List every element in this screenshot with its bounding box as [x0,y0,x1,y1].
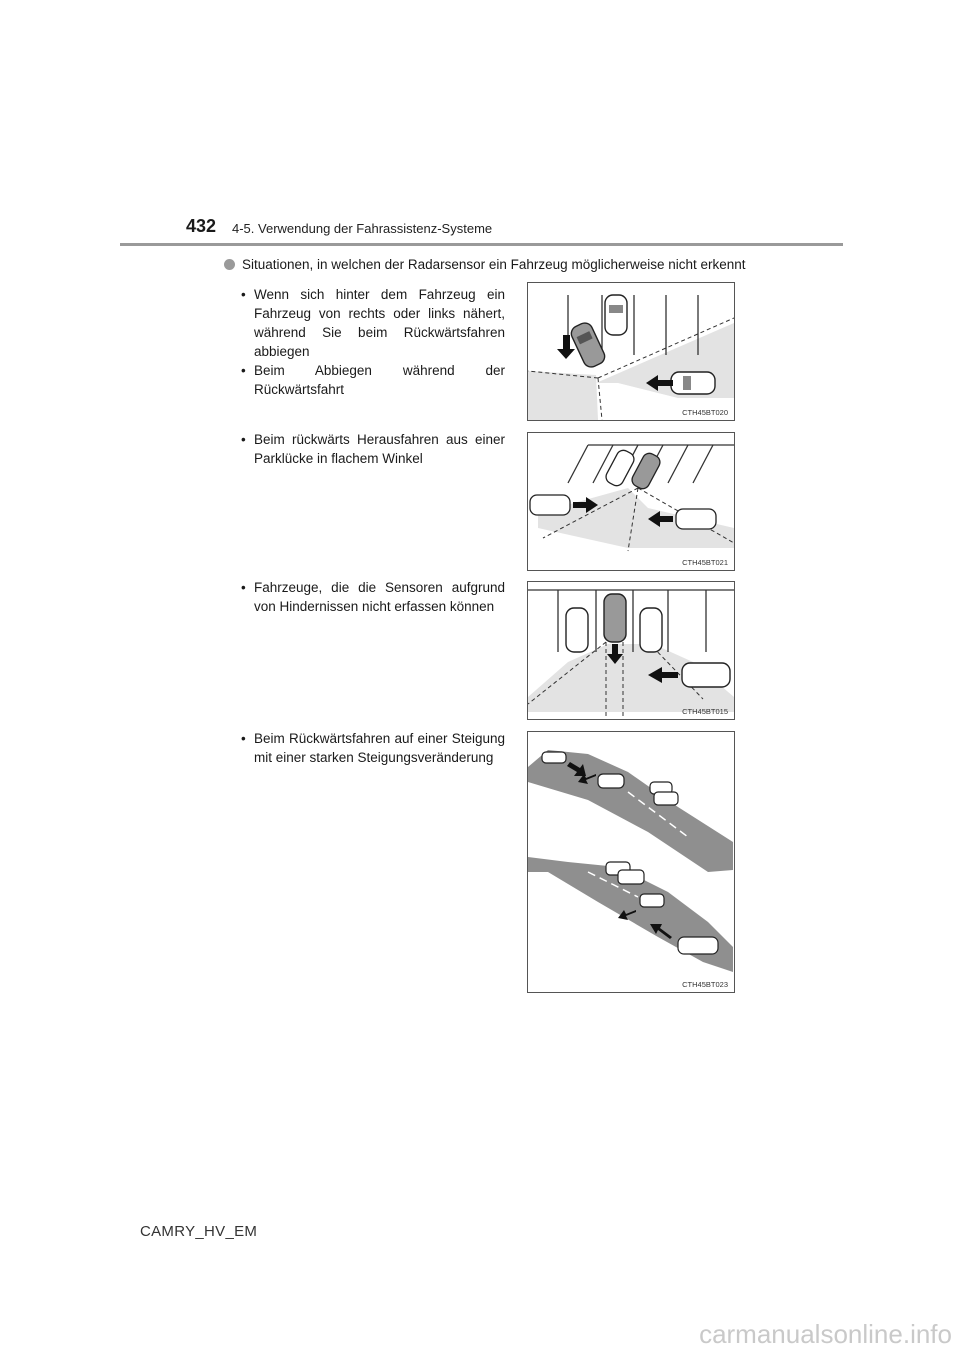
list-item [241,430,505,468]
bullet-text: • Fahrzeuge, die die Sensoren aufgrund von Hindernissen nicht erfassen können [241,578,505,616]
document-footer: CAMRY_HV_EM [140,1223,258,1240]
figure-code: CTH45BT015 [682,707,728,716]
bullet-text: • Wenn sich hinter dem Fahrzeug ein Fahrzeug von rechts oder links nähert, während Sie beim Rückwärtsfahren abbiegen [241,285,505,361]
section-heading [224,257,746,272]
figure-code: CTH45BT020 [682,408,728,417]
figure-obstructed-sensor [527,581,735,720]
bullet-text: • Beim Rückwärtsfahren auf einer Steigung mit einer starken Steigungsveränderung [241,729,505,767]
figure-code: CTH45BT021 [682,558,728,567]
watermark: carmanualsonline.info [699,1319,952,1349]
heading-text: Situationen, in welchen der Radarsensor ein Fahrzeug möglicherweise nicht erkennt [242,257,746,272]
slope-change-illustration [528,732,734,992]
angled-parking-illustration [528,433,734,570]
figure-reversing-turn [527,282,735,421]
figure-angled-parking [527,432,735,571]
figure-slope-change [527,731,735,993]
bullet-text: • Beim rückwärts Herausfahren aus einer Parklücke in flachem Winkel [241,430,505,468]
figure-code: CTH45BT023 [682,980,728,989]
circle-bullet-icon [224,259,235,270]
bullet-text: • Beim Abbiegen während der Rückwärtsfahrt [241,361,505,399]
reversing-turn-illustration [528,283,734,420]
list-item [241,285,505,399]
obstructed-sensor-illustration [528,582,734,719]
header-rule [120,243,843,246]
list-item [241,578,505,616]
list-item [241,729,505,767]
section-title: 4-5. Verwendung der Fahrassistenz-Systeme [232,221,493,236]
page-number: 432 [186,216,217,236]
